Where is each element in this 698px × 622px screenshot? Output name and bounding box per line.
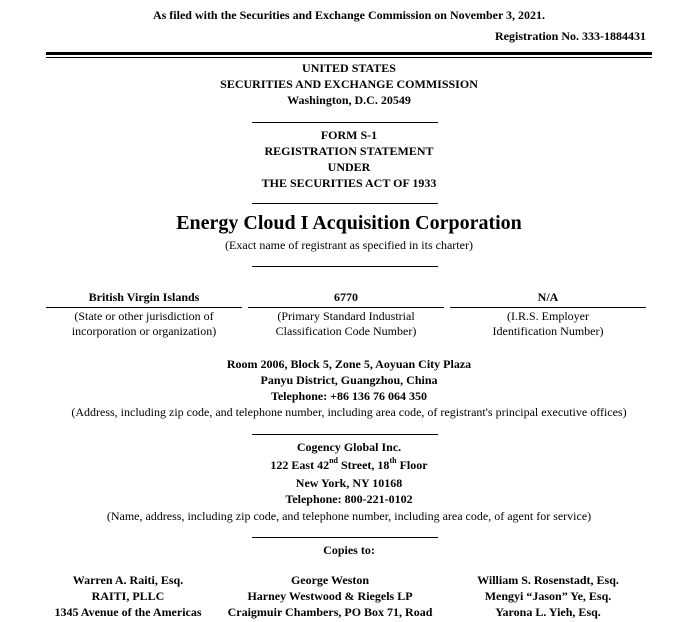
sic-caption-2: Classification Code Number) xyxy=(275,324,417,338)
sic-underline xyxy=(248,307,444,308)
registrant-caption: (Exact name of registrant as specified in its charter) xyxy=(225,238,473,252)
form-line-2: REGISTRATION STATEMENT xyxy=(264,144,434,158)
agent-caption: (Name, address, including zip code, and telephone number, including area code, of agent for service) xyxy=(106,509,592,523)
office-line-2: Panyu District, Guangzhou, China xyxy=(260,373,438,387)
divider-2 xyxy=(252,203,438,204)
ein-caption-2: Identification Number) xyxy=(492,324,604,338)
divider-4 xyxy=(252,434,438,435)
header-rule-thick xyxy=(46,52,652,55)
divider-5 xyxy=(252,537,438,538)
form-type: FORM S-1 xyxy=(320,128,378,142)
copies-col3-line2: Mengyi “Jason” Ye, Esq. xyxy=(484,589,612,603)
ein-value: N/A xyxy=(537,290,559,304)
office-phone: Telephone: +86 136 76 064 350 xyxy=(270,389,428,403)
ein-caption-1: (I.R.S. Employer xyxy=(507,309,589,323)
copies-col2-line3: Craigmuir Chambers, PO Box 71, Road xyxy=(227,605,433,619)
agency-line-3: Washington, D.C. 20549 xyxy=(287,93,411,107)
copies-col1-line1: Warren A. Raiti, Esq. xyxy=(72,573,184,587)
agency-line-1: UNITED STATES xyxy=(302,61,396,75)
copies-col2-line2: Harney Westwood & Riegels LP xyxy=(247,589,413,603)
registration-number: Registration No. 333-1884431 xyxy=(495,29,646,43)
form-line-4: THE SECURITIES ACT OF 1933 xyxy=(261,176,437,190)
copies-col2-line1: George Weston xyxy=(290,573,370,587)
state-caption-2: incorporation or organization) xyxy=(71,324,217,338)
filing-notice: As filed with the Securities and Exchange Commission on November 3, 2021. xyxy=(152,8,546,22)
agency-line-2: SECURITIES AND EXCHANGE COMMISSION xyxy=(220,77,478,91)
agent-name: Cogency Global Inc. xyxy=(296,440,402,454)
divider-1 xyxy=(252,122,438,123)
state-caption-1: (State or other jurisdiction of xyxy=(74,309,214,323)
copies-col1-line3: 1345 Avenue of the Americas xyxy=(54,605,202,619)
copies-col3-line3: Yarona L. Yieh, Esq. xyxy=(495,605,601,619)
copies-heading: Copies to: xyxy=(323,543,375,557)
copies-col3-line1: William S. Rosenstadt, Esq. xyxy=(477,573,619,587)
office-caption: (Address, including zip code, and telephone number, including area code, of registrant's principal executive offices) xyxy=(71,405,627,419)
agent-street: 122 East 42nd Street, 18th Floor xyxy=(270,456,428,472)
state-underline xyxy=(46,307,242,308)
agent-phone: Telephone: 800-221-0102 xyxy=(285,492,413,506)
office-line-1: Room 2006, Block 5, Zone 5, Aoyuan City Plaza xyxy=(226,357,472,371)
copies-col1-line2: RAITI, PLLC xyxy=(91,589,165,603)
agent-city: New York, NY 10168 xyxy=(295,476,403,490)
divider-3 xyxy=(252,266,438,267)
sic-value: 6770 xyxy=(334,290,358,304)
header-rule-thin xyxy=(46,57,652,58)
registrant-name: Energy Cloud I Acquisition Corporation xyxy=(176,212,522,234)
ein-underline xyxy=(450,307,646,308)
form-line-3: UNDER xyxy=(327,160,371,174)
state-value: British Virgin Islands xyxy=(88,290,200,304)
sic-caption-1: (Primary Standard Industrial xyxy=(277,309,415,323)
